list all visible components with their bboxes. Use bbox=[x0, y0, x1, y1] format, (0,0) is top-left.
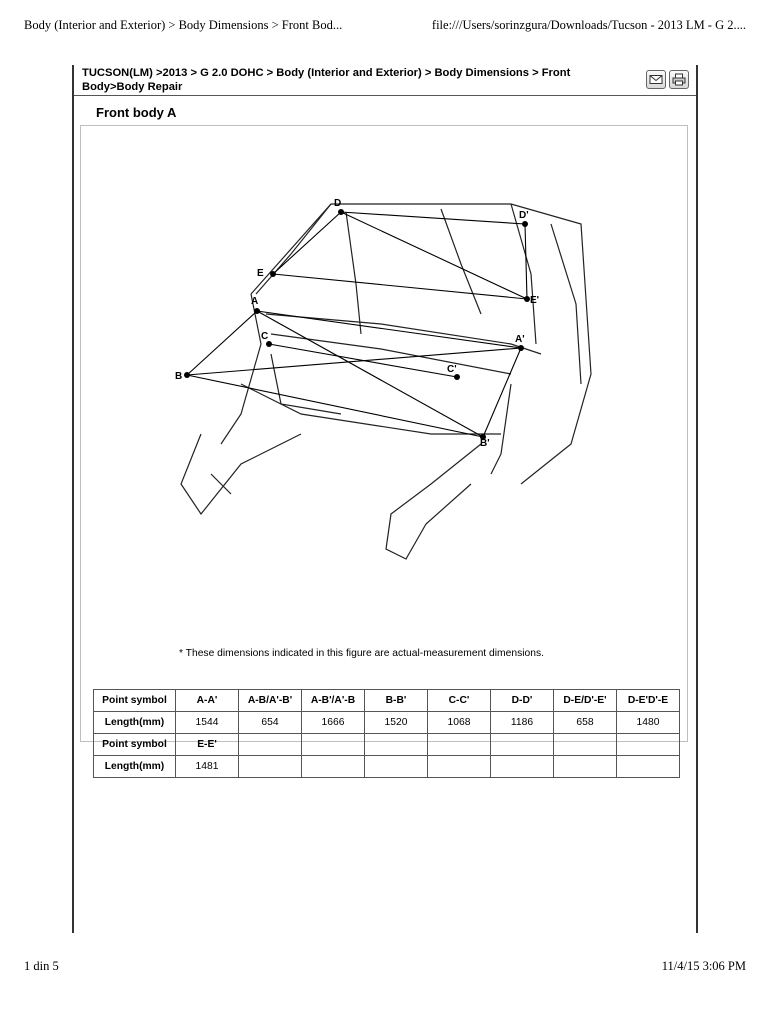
table-cell: 1186 bbox=[491, 712, 554, 734]
table-cell bbox=[554, 756, 617, 778]
print-timestamp: 11/4/15 3:06 PM bbox=[661, 959, 746, 973]
table-cell: B-B' bbox=[365, 690, 428, 712]
print-file-path: file:///Users/sorinzgura/Downloads/Tucson - 2013 LM - G 2.... bbox=[431, 18, 746, 32]
row-header: Length(mm) bbox=[94, 756, 176, 778]
print-button[interactable] bbox=[669, 70, 689, 89]
table-cell: E-E' bbox=[176, 734, 239, 756]
table-row bbox=[94, 712, 680, 734]
table-cell: 1666 bbox=[302, 712, 365, 734]
row-header: Length(mm) bbox=[94, 712, 176, 734]
table-cell bbox=[239, 734, 302, 756]
table-cell bbox=[239, 756, 302, 778]
table-cell: D-D' bbox=[491, 690, 554, 712]
table-cell bbox=[365, 756, 428, 778]
content-box bbox=[80, 125, 688, 772]
table-cell bbox=[365, 734, 428, 756]
figure-note: * These dimensions indicated in this figure are actual-measurement dimensions. bbox=[179, 648, 544, 659]
table-cell: 654 bbox=[239, 712, 302, 734]
table-cell bbox=[302, 734, 365, 756]
point-label-a: A bbox=[251, 296, 259, 307]
table-cell: D-E/D'-E' bbox=[554, 690, 617, 712]
page-count: 1 din 5 bbox=[24, 959, 59, 973]
table-cell: 1480 bbox=[617, 712, 680, 734]
row-header: Point symbol bbox=[94, 734, 176, 756]
front-body-diagram bbox=[175, 184, 601, 564]
table-cell: 1481 bbox=[176, 756, 239, 778]
breadcrumb: TUCSON(LM) >2013 > G 2.0 DOHC > Body (Interior and Exterior) > Body Dimensions > Front Body>Body Repair bbox=[82, 67, 571, 93]
point-label-e: E bbox=[257, 268, 264, 279]
table-cell: D-E'D'-E bbox=[617, 690, 680, 712]
table-cell: C-C' bbox=[428, 690, 491, 712]
document-frame bbox=[72, 65, 698, 933]
body-structure-outline bbox=[181, 204, 591, 559]
table-cell: 1068 bbox=[428, 712, 491, 734]
table-cell bbox=[491, 756, 554, 778]
point-label-c-prime: C' bbox=[447, 364, 457, 375]
point-label-d-prime: D' bbox=[519, 210, 529, 221]
measurement-lines bbox=[187, 212, 527, 437]
print-page-title: Body (Interior and Exterior) > Body Dimensions > Front Bod... bbox=[24, 18, 343, 32]
table-cell: A-B/A'-B' bbox=[239, 690, 302, 712]
table-cell bbox=[617, 756, 680, 778]
table-cell bbox=[428, 756, 491, 778]
point-label-d: D bbox=[334, 198, 342, 209]
table-row bbox=[94, 690, 680, 712]
envelope-icon bbox=[649, 73, 663, 86]
point-label-b: B bbox=[175, 371, 183, 382]
section-title: Front body A bbox=[96, 105, 177, 120]
table-cell: A-A' bbox=[176, 690, 239, 712]
table-row bbox=[94, 756, 680, 778]
table-cell bbox=[554, 734, 617, 756]
table-cell bbox=[428, 734, 491, 756]
point-label-b-prime: B' bbox=[480, 438, 490, 449]
point-label-c: C bbox=[261, 331, 269, 342]
point-label-e-prime: E' bbox=[530, 295, 540, 306]
table-cell bbox=[617, 734, 680, 756]
dimension-table bbox=[93, 689, 680, 778]
email-button[interactable] bbox=[646, 70, 666, 89]
table-cell: A-B'/A'-B bbox=[302, 690, 365, 712]
table-cell: 1544 bbox=[176, 712, 239, 734]
table-cell: 1520 bbox=[365, 712, 428, 734]
point-label-a-prime: A' bbox=[515, 334, 525, 345]
table-cell bbox=[302, 756, 365, 778]
table-cell bbox=[491, 734, 554, 756]
table-row bbox=[94, 734, 680, 756]
row-header: Point symbol bbox=[94, 690, 176, 712]
breadcrumb-divider bbox=[74, 95, 696, 96]
table-cell: 658 bbox=[554, 712, 617, 734]
printer-icon bbox=[672, 73, 686, 86]
